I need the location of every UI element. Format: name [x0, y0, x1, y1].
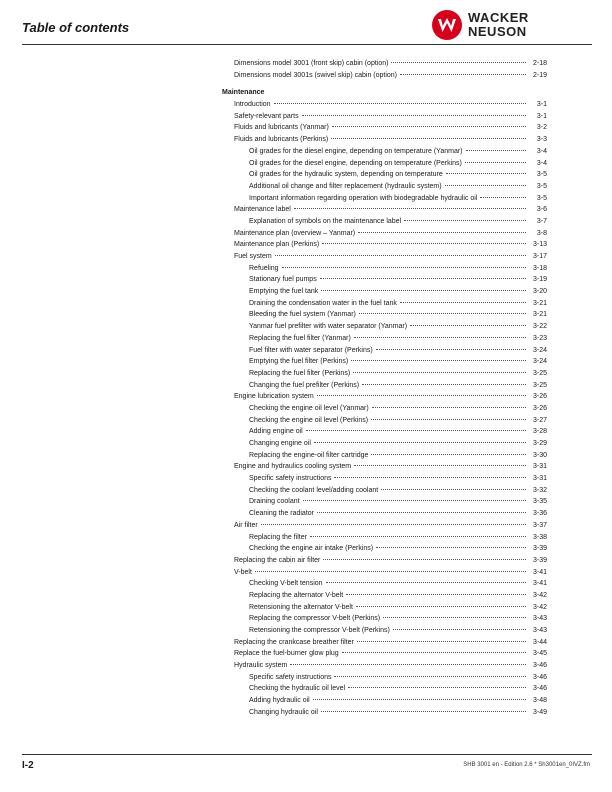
toc-entry-page: 3-1	[536, 101, 547, 109]
toc-entry-page: 3-48	[532, 697, 547, 705]
toc-entry-page: 3-26	[532, 404, 547, 412]
dot-leader	[334, 477, 526, 478]
toc-entry[interactable]	[222, 298, 547, 310]
toc-entry-title: Replacing the fuel filter (Perkins)	[249, 369, 351, 377]
toc-entry-title: Air filter	[234, 521, 258, 529]
dot-leader	[317, 512, 526, 513]
dot-leader	[381, 489, 526, 490]
toc-entry-page: 3-28	[532, 428, 547, 436]
toc-entry-title: Replacing the alternator V-belt	[249, 591, 344, 599]
toc-entry-page: 3-5	[536, 182, 547, 190]
toc-pre-entries	[222, 58, 547, 81]
toc-entry-title: Stationary fuel pumps	[249, 276, 317, 284]
dot-leader	[334, 676, 526, 677]
dot-leader	[332, 126, 526, 127]
brand-name-line2: NEUSON	[468, 24, 527, 39]
dot-leader	[323, 559, 526, 560]
toc-entry[interactable]	[222, 391, 547, 403]
dot-leader	[371, 419, 526, 420]
toc-entry-title: Changing the fuel prefilter (Perkins)	[249, 381, 360, 389]
dot-leader	[322, 243, 526, 244]
toc-entry-page: 3-4	[536, 147, 547, 155]
toc-entry-page: 3-22	[532, 323, 547, 331]
toc-entry-title: Checking the hydraulic oil level	[249, 685, 346, 693]
toc-entry[interactable]	[222, 426, 547, 438]
toc-entry-page: 3-2	[536, 124, 547, 132]
toc-entry-title: Fluids and lubricants (Perkins)	[234, 136, 329, 144]
toc-entry-title: Retensioning the compressor V-belt (Perkins)	[249, 627, 390, 634]
toc-entry[interactable]	[222, 286, 547, 298]
toc-entry-page: 3-1	[536, 112, 547, 120]
dot-leader	[446, 173, 526, 174]
toc-entry[interactable]	[222, 263, 547, 275]
dot-leader	[480, 197, 526, 198]
dot-leader	[354, 465, 526, 466]
toc-entry[interactable]	[222, 532, 547, 544]
dot-leader	[400, 74, 526, 75]
toc-entry-page: 3-35	[532, 498, 547, 506]
toc-entry-title: Emptying the fuel filter (Perkins)	[249, 358, 349, 366]
toc-entry-title: Fuel filter with water separator (Perkins)	[249, 346, 373, 354]
toc-entry-title: Maintenance plan (overview – Yanmar)	[234, 229, 356, 237]
toc-entry[interactable]	[222, 578, 547, 590]
dot-leader	[351, 360, 526, 361]
toc-entry[interactable]	[222, 496, 547, 508]
toc-entry-title: Engine lubrication system	[234, 393, 314, 401]
toc-entry-page: 3-26	[532, 393, 547, 401]
toc-entry-page: 3-5	[536, 194, 547, 202]
dot-leader	[358, 232, 526, 233]
toc-entry-title: Introduction	[234, 101, 271, 109]
toc-entry-title: Additional oil change and filter replacement (hydraulic system)	[249, 182, 442, 190]
toc-entry-title: Oil grades for the hydraulic system, depending on temperature	[249, 171, 443, 179]
toc-entry[interactable]	[222, 590, 547, 602]
toc-entry[interactable]	[222, 333, 547, 345]
dot-leader	[346, 594, 526, 595]
dot-leader	[290, 664, 526, 665]
toc-entry-title: Checking the engine air intake (Perkins)	[249, 545, 374, 553]
toc-entry-page: 3-41	[532, 568, 547, 576]
toc-entry-title: Replacing the filter	[249, 533, 307, 541]
toc-entry[interactable]	[222, 485, 547, 497]
dot-leader	[357, 641, 526, 642]
toc-entry-title: Replacing the crankcase breather filter	[234, 638, 354, 646]
toc-entry[interactable]	[222, 239, 547, 251]
toc-entry[interactable]	[222, 543, 547, 555]
toc-entry-title: Important information regarding operation with biodegradable hydraulic oil	[249, 194, 478, 202]
footer-divider	[22, 754, 592, 755]
toc-entry-page: 3-7	[536, 217, 547, 225]
toc-entry-page: 3-3	[536, 136, 547, 144]
toc-entry[interactable]	[222, 146, 547, 158]
toc-entry-page: 3-25	[532, 369, 547, 377]
table-of-contents	[222, 58, 547, 719]
toc-entry[interactable]	[222, 122, 547, 134]
toc-entry-title: Specific safety instructions	[249, 475, 332, 483]
toc-entry-page: 2-18	[532, 60, 547, 67]
toc-entry-page: 3-8	[536, 229, 547, 237]
toc-entry-title: Adding hydraulic oil	[249, 697, 310, 705]
toc-entry[interactable]	[222, 637, 547, 649]
toc-entry[interactable]	[222, 707, 547, 719]
toc-entry[interactable]	[222, 380, 547, 392]
dot-leader	[445, 185, 526, 186]
page-title: Table of contents	[22, 20, 130, 35]
toc-entry[interactable]	[222, 648, 547, 660]
toc-entry-title: Cleaning the radiator	[249, 510, 314, 518]
dot-leader	[372, 407, 526, 408]
brand-name-line1: WACKER	[468, 10, 529, 25]
toc-entry-page: 3-39	[532, 545, 547, 553]
toc-entry-page: 3-46	[532, 685, 547, 693]
toc-entry-page: 3-24	[532, 358, 547, 366]
toc-entry[interactable]	[222, 508, 547, 520]
toc-entry-title: Adding engine oil	[249, 428, 303, 436]
toc-entry-title: Dimensions model 3001 (front skip) cabin (option)	[234, 60, 389, 67]
dot-leader	[362, 384, 526, 385]
toc-entry[interactable]	[222, 193, 547, 205]
toc-entry[interactable]	[222, 415, 547, 427]
toc-entry-page: 3-4	[536, 159, 547, 167]
dot-leader	[359, 313, 526, 314]
toc-entry-title: Hydraulic system	[234, 662, 288, 670]
toc-entry-page: 3-21	[532, 299, 547, 307]
toc-entry-page: 3-31	[532, 463, 547, 471]
toc-entry[interactable]	[222, 461, 547, 473]
toc-entry-page: 3-46	[532, 673, 547, 681]
toc-entry[interactable]	[222, 216, 547, 228]
toc-entry-title: Retensioning the alternator V-belt	[249, 603, 353, 611]
dot-leader	[356, 606, 526, 607]
dot-leader	[314, 442, 526, 443]
dot-leader	[294, 208, 526, 209]
toc-entry-title: Fuel system	[234, 253, 272, 260]
toc-entry-page: 3-31	[532, 475, 547, 483]
toc-entry-title: Draining the condensation water in the fuel tank	[249, 299, 397, 307]
dot-leader	[371, 454, 526, 455]
dot-leader	[261, 524, 526, 525]
toc-entry-page: 3-18	[532, 264, 547, 272]
toc-entry-title: Replacing the compressor V-belt (Perkins)	[249, 615, 381, 623]
dot-leader	[320, 278, 526, 279]
brand-logo	[432, 9, 592, 43]
toc-entry-page: 3-19	[532, 276, 547, 284]
toc-entry[interactable]	[222, 58, 547, 70]
toc-entry-title: Checking V-belt tension	[249, 580, 323, 588]
dot-leader	[376, 547, 526, 548]
dot-leader	[410, 325, 526, 326]
toc-entry-page: 3-45	[532, 650, 547, 658]
toc-entry[interactable]	[222, 555, 547, 567]
toc-entry-page: 3-24	[532, 346, 547, 354]
toc-entry[interactable]	[222, 274, 547, 286]
toc-entry-page: 3-43	[532, 615, 547, 623]
toc-entry[interactable]	[222, 99, 547, 111]
toc-entry-page: 3-5	[536, 171, 547, 179]
toc-entry-title: Fluids and lubricants (Yanmar)	[234, 124, 329, 132]
toc-entry-page: 3-42	[532, 603, 547, 611]
toc-entry-page: 3-32	[532, 486, 547, 494]
toc-entry-title: Explanation of symbols on the maintenance label	[249, 217, 402, 225]
toc-entry-title: Emptying the fuel tank	[249, 288, 319, 296]
dot-leader	[393, 629, 526, 630]
dot-leader	[391, 62, 526, 63]
toc-entry-title: Yanmar fuel prefilter with water separator (Yanmar)	[249, 323, 408, 331]
dot-leader	[342, 652, 526, 653]
dot-leader	[306, 430, 526, 431]
dot-leader	[383, 617, 526, 618]
toc-entry-title: Engine and hydraulics cooling system	[234, 463, 352, 471]
toc-entry-title: Changing hydraulic oil	[249, 708, 318, 716]
toc-entry[interactable]	[222, 473, 547, 485]
toc-entry-page: 2-19	[532, 71, 547, 79]
dot-leader	[466, 150, 527, 151]
toc-entry-page: 3-30	[532, 451, 547, 459]
dot-leader	[353, 372, 526, 373]
toc-entry-title: V-belt	[234, 568, 252, 576]
toc-entry[interactable]	[222, 613, 547, 625]
toc-entry-title: Checking the engine oil level (Yanmar)	[249, 404, 369, 412]
toc-entry[interactable]	[222, 111, 547, 123]
toc-entry[interactable]	[222, 228, 547, 240]
toc-entry[interactable]	[222, 321, 547, 333]
dot-leader	[274, 103, 526, 104]
toc-entry-title: Maintenance plan (Perkins)	[234, 241, 320, 249]
toc-entry[interactable]	[222, 625, 547, 637]
dot-leader	[310, 536, 526, 537]
toc-entry-page: 3-46	[532, 662, 547, 670]
toc-entry-title: Bleeding the fuel system (Yanmar)	[249, 311, 356, 319]
toc-entry[interactable]	[222, 345, 547, 357]
toc-entry-page: 3-43	[532, 627, 547, 634]
toc-entry-title: Replace the fuel-burner glow plug	[234, 650, 339, 658]
dot-leader	[400, 302, 526, 303]
dot-leader	[321, 711, 526, 712]
toc-entry-page: 3-20	[532, 288, 547, 296]
toc-entry-title: Changing engine oil	[249, 440, 311, 447]
dot-leader	[376, 349, 526, 350]
toc-entry[interactable]	[222, 309, 547, 321]
toc-entry-title: Dimensions model 3001s (swivel skip) cabin (option)	[234, 71, 398, 79]
toc-entry-page: 3-49	[532, 708, 547, 716]
toc-entry-title: Maintenance label	[234, 206, 291, 214]
toc-entry[interactable]	[222, 660, 547, 672]
toc-entry-page: 3-29	[532, 440, 547, 447]
dot-leader	[282, 267, 526, 268]
dot-leader	[302, 115, 526, 116]
toc-entry[interactable]	[222, 169, 547, 181]
dot-leader	[275, 255, 526, 256]
toc-entry[interactable]	[222, 683, 547, 695]
toc-entry-page: 3-13	[532, 241, 547, 249]
toc-entry-page: 3-38	[532, 533, 547, 541]
toc-entry[interactable]	[222, 204, 547, 216]
dot-leader	[317, 395, 526, 396]
dot-leader	[465, 162, 526, 163]
toc-entry[interactable]	[222, 356, 547, 368]
toc-entry[interactable]	[222, 672, 547, 684]
dot-leader	[255, 571, 526, 572]
toc-entry-title: Draining coolant	[249, 498, 300, 506]
toc-entry-title: Safety-relevant parts	[234, 112, 299, 120]
toc-entry[interactable]	[222, 567, 547, 579]
toc-entry-title: Replacing the cabin air filter	[234, 556, 321, 564]
dot-leader	[404, 220, 526, 221]
toc-entry[interactable]	[222, 403, 547, 415]
toc-entries	[222, 99, 547, 718]
toc-entry[interactable]	[222, 520, 547, 532]
toc-entry-page: 3-42	[532, 591, 547, 599]
toc-entry[interactable]	[222, 134, 547, 146]
toc-entry-title: Replacing the fuel filter (Yanmar)	[249, 334, 351, 342]
toc-entry[interactable]	[222, 368, 547, 380]
toc-entry-page: 3-36	[532, 510, 547, 518]
toc-entry[interactable]	[222, 438, 547, 450]
toc-entry-page: 3-25	[532, 381, 547, 389]
footer-document-info: SHB 3001 en - Edition 2.6 * Sh3001en_0IVZ.fm	[463, 762, 590, 768]
dot-leader	[313, 699, 526, 700]
toc-entry-page: 3-6	[536, 206, 547, 214]
toc-entry[interactable]	[222, 450, 547, 462]
page-number: I-2	[22, 760, 34, 771]
toc-entry-title: Refueling	[249, 264, 279, 272]
toc-entry-page: 3-27	[532, 416, 547, 424]
toc-entry[interactable]	[222, 158, 547, 170]
toc-entry-title: Oil grades for the diesel engine, depending on temperature (Perkins)	[249, 159, 462, 167]
toc-entry-page: 3-23	[532, 334, 547, 342]
toc-entry[interactable]	[222, 602, 547, 614]
toc-entry[interactable]	[222, 181, 547, 193]
toc-entry-title: Checking the engine oil level (Perkins)	[249, 416, 369, 424]
toc-entry-page: 3-44	[532, 638, 547, 646]
header-divider	[22, 44, 592, 45]
toc-entry[interactable]	[222, 695, 547, 707]
toc-entry-page: 3-39	[532, 556, 547, 564]
toc-entry-title: Oil grades for the diesel engine, depending on temperature (Yanmar)	[249, 147, 463, 155]
toc-entry-page: 3-41	[532, 580, 547, 588]
toc-entry-page: 3-21	[532, 311, 547, 319]
dot-leader	[303, 500, 526, 501]
toc-entry-title: Specific safety instructions	[249, 673, 332, 681]
toc-entry-page: 3-37	[532, 521, 547, 529]
wacker-neuson-w-icon	[432, 10, 462, 40]
toc-section-heading: Maintenance	[222, 89, 265, 97]
toc-entry-title: Checking the coolant level/adding coolant	[249, 486, 379, 494]
dot-leader	[326, 582, 526, 583]
dot-leader	[348, 687, 526, 688]
toc-entry[interactable]	[222, 251, 547, 263]
dot-leader	[321, 290, 526, 291]
dot-leader	[354, 337, 526, 338]
toc-entry[interactable]	[222, 70, 547, 82]
toc-entry-title: Replacing the engine-oil filter cartridge	[249, 451, 369, 459]
toc-entry-page: 3-17	[532, 253, 547, 260]
dot-leader	[331, 138, 526, 139]
